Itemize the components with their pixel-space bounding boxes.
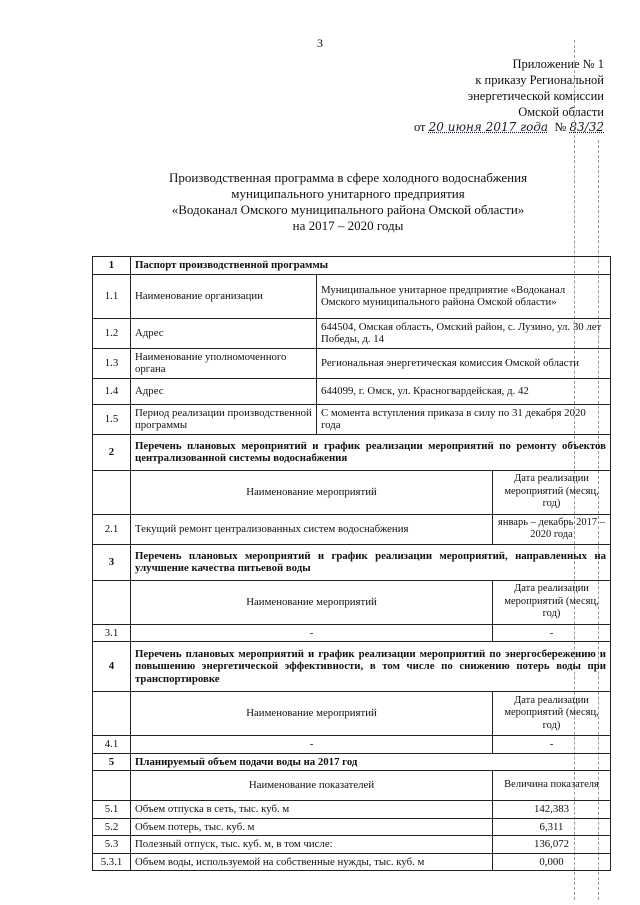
row-value: Муниципальное унитарное предприятие «Водоканал Омского муниципального района Омской области» <box>317 274 611 318</box>
order-number-handwritten: 83/32 <box>569 120 604 134</box>
row-value: 644504, Омская область, Омский район, с. Лузино, ул. 30 лет Победы, д. 14 <box>317 318 611 348</box>
row-number: 5.3 <box>93 836 131 854</box>
table-row <box>93 853 611 871</box>
section-header-row <box>93 753 611 771</box>
section-header-row <box>93 257 611 275</box>
section-number: 1 <box>93 257 131 275</box>
title-line: Производственная программа в сфере холодного водоснабжения <box>168 170 528 185</box>
row-date: - <box>493 736 611 754</box>
row-value: С момента вступления приказа в силу по 31 декабря 2020 года <box>317 404 611 434</box>
order-prefix: от <box>413 120 426 134</box>
table-header-row <box>93 470 611 514</box>
row-value: Региональная энергетическая комиссия Омской области <box>317 348 611 378</box>
page-number: 3 <box>317 36 323 50</box>
appendix-line: к приказу Региональной <box>475 73 604 87</box>
row-value: 0,000 <box>493 853 611 871</box>
program-table <box>92 256 611 871</box>
row-number: 5.1 <box>93 801 131 819</box>
column-header-date: Дата реализации мероприятий (месяц, год) <box>493 580 611 624</box>
table-row <box>93 836 611 854</box>
empty-cell <box>93 470 131 514</box>
section-header-row <box>93 544 611 580</box>
table-row <box>93 801 611 819</box>
column-header-name: Наименование мероприятий <box>131 692 493 736</box>
table-row <box>93 736 611 754</box>
table-row <box>93 274 611 318</box>
appendix-line: Омской области <box>518 105 604 119</box>
title-line: муниципального унитарного предприятия <box>231 186 465 201</box>
table-row <box>93 348 611 378</box>
row-date: январь – декабрь 2017 – 2020 года <box>493 514 611 544</box>
section-title: Планируемый объем подачи воды на 2017 год <box>131 753 611 771</box>
table-row <box>93 318 611 348</box>
row-name: Объем потерь, тыс. куб. м <box>131 818 493 836</box>
order-date-handwritten: 20 июня 2017 года <box>428 120 549 134</box>
row-value: 136,072 <box>493 836 611 854</box>
section-title: Перечень плановых мероприятий и график реализации мероприятий по ремонту объектов централизованной системы водоснабжения <box>131 434 611 470</box>
row-number: 5.2 <box>93 818 131 836</box>
row-number: 2.1 <box>93 514 131 544</box>
order-number-prefix: № <box>554 120 567 134</box>
empty-cell <box>93 692 131 736</box>
order-line <box>414 120 604 135</box>
row-label: Адрес <box>131 318 317 348</box>
row-name: Текущий ремонт централизованных систем водоснабжения <box>131 514 493 544</box>
section-number: 5 <box>93 753 131 771</box>
title-line: «Водоканал Омского муниципального района Омской области» <box>171 202 525 217</box>
table-header-row <box>93 580 611 624</box>
column-header-date: Дата реализации мероприятий (месяц, год) <box>493 470 611 514</box>
row-name: - <box>131 736 493 754</box>
appendix-line: энергетической комиссии <box>467 89 604 103</box>
table-header-row <box>93 771 611 801</box>
section-title: Перечень плановых мероприятий и график реализации мероприятий по энергосбережению и повышению энергетической эффективности, в том числе по снижению потерь воды при транспортировке <box>131 642 611 692</box>
row-label: Адрес <box>131 378 317 404</box>
row-value: 644099, г. Омск, ул. Красногвардейская, д. 42 <box>317 378 611 404</box>
table-row <box>93 514 611 544</box>
appendix-block <box>468 56 604 120</box>
title-line: на 2017 – 2020 годы <box>292 218 404 233</box>
row-value: 6,311 <box>493 818 611 836</box>
table-header-row <box>93 692 611 736</box>
row-name: Объем воды, используемой на собственные нужды, тыс. куб. м <box>131 853 493 871</box>
row-date: - <box>493 624 611 642</box>
row-number: 5.3.1 <box>93 853 131 871</box>
row-number: 1.1 <box>93 274 131 318</box>
column-header-name: Наименование мероприятий <box>131 580 493 624</box>
row-number: 3.1 <box>93 624 131 642</box>
row-name: Полезный отпуск, тыс. куб. м, в том числе: <box>131 836 493 854</box>
row-number: 4.1 <box>93 736 131 754</box>
column-header-value: Величина показателя <box>493 771 611 801</box>
row-value: 142,383 <box>493 801 611 819</box>
row-number: 1.3 <box>93 348 131 378</box>
section-header-row <box>93 642 611 692</box>
section-number: 2 <box>93 434 131 470</box>
row-number: 1.2 <box>93 318 131 348</box>
row-label: Наименование организации <box>131 274 317 318</box>
section-header-row <box>93 434 611 470</box>
column-header-date: Дата реализации мероприятий (месяц, год) <box>493 692 611 736</box>
row-name: - <box>131 624 493 642</box>
table-row <box>93 404 611 434</box>
column-header-name: Наименование показателей <box>131 771 493 801</box>
document-title <box>88 170 608 234</box>
empty-cell <box>93 771 131 801</box>
row-name: Объем отпуска в сеть, тыс. куб. м <box>131 801 493 819</box>
section-number: 4 <box>93 642 131 692</box>
table-row <box>93 818 611 836</box>
row-label: Период реализации производственной программы <box>131 404 317 434</box>
table-row <box>93 378 611 404</box>
column-header-name: Наименование мероприятий <box>131 470 493 514</box>
table-row <box>93 624 611 642</box>
row-number: 1.4 <box>93 378 131 404</box>
row-number: 1.5 <box>93 404 131 434</box>
section-number: 3 <box>93 544 131 580</box>
section-title: Паспорт производственной программы <box>131 257 611 275</box>
row-label: Наименование уполномоченного органа <box>131 348 317 378</box>
appendix-line: Приложение № 1 <box>512 57 604 71</box>
section-title: Перечень плановых мероприятий и график реализации мероприятий, направленных на улучшение качества питьевой воды <box>131 544 611 580</box>
empty-cell <box>93 580 131 624</box>
